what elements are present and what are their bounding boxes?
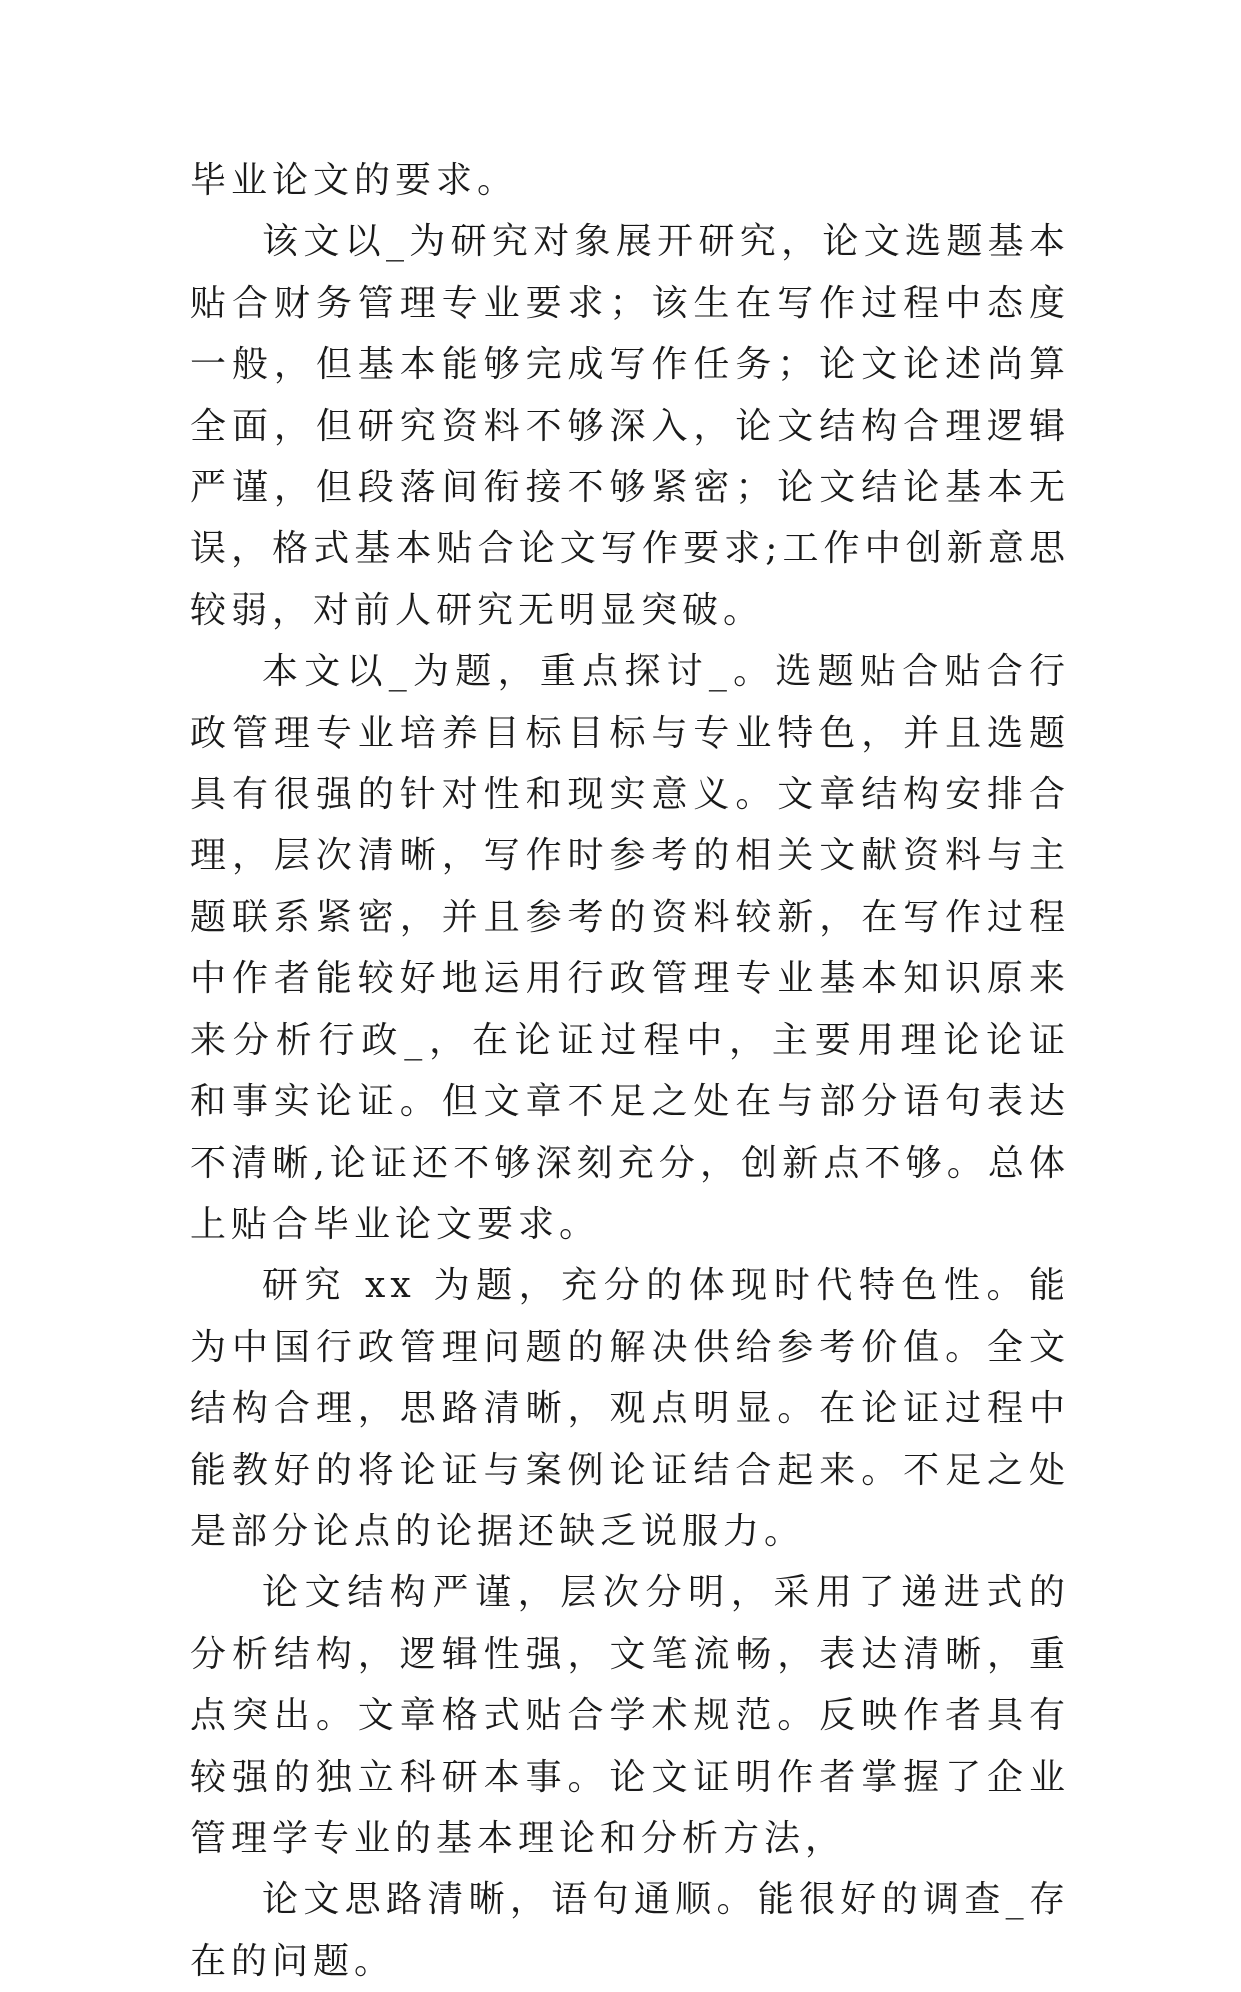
- paragraph-4: 研究 xx 为题，充分的体现时代特色性。能为中国行政管理问题的解决供给参考价值。全文结构合理，思路清晰，观点明显。在论证过程中能教好的将论证与案例论证结合起来。不足之处是部分论点的论据还缺乏说服力。: [190, 1265, 1070, 1552]
- paragraph-3: 本文以_为题，重点探讨_。选题贴合贴合行政管理专业培养目标目标与专业特色，并且选题具有很强的针对性和现实意义。文章结构安排合理，层次清晰，写作时参考的相关文献资料与主题联系紧密，并且参考的资料较新，在写作过程中作者能较好地运用行政管理专业基本知识原来来分析行政_，在论证过程中，主要用理论论证和事实论证。但文章不足之处在与部分语句表达不清晰,论证还不够深刻充分，创新点不够。总体上贴合毕业论文要求。: [190, 651, 1070, 1245]
- paragraph-1: 毕业论文的要求。: [190, 160, 519, 201]
- paragraph-6: 论文思路清晰，语句通顺。能很好的调查_存在的问题。: [190, 1879, 1070, 1982]
- paragraph-2: 该文以_为研究对象展开研究，论文选题基本贴合财务管理专业要求；该生在写作过程中态度一般，但基本能够完成写作任务；论文论述尚算全面，但研究资料不够深入，论文结构合理逻辑严谨，但段落间衔接不够紧密；论文结论基本无误，格式基本贴合论文写作要求;工作中创新意思较弱，对前人研究无明显突破。: [190, 221, 1070, 631]
- document-body: [190, 150, 1070, 1992]
- paragraph-5: 论文结构严谨，层次分明，采用了递进式的分析结构，逻辑性强，文笔流畅，表达清晰，重点突出。文章格式贴合学术规范。反映作者具有较强的独立科研本事。论文证明作者掌握了企业管理学专业的基本理论和分析方法，: [190, 1572, 1070, 1859]
